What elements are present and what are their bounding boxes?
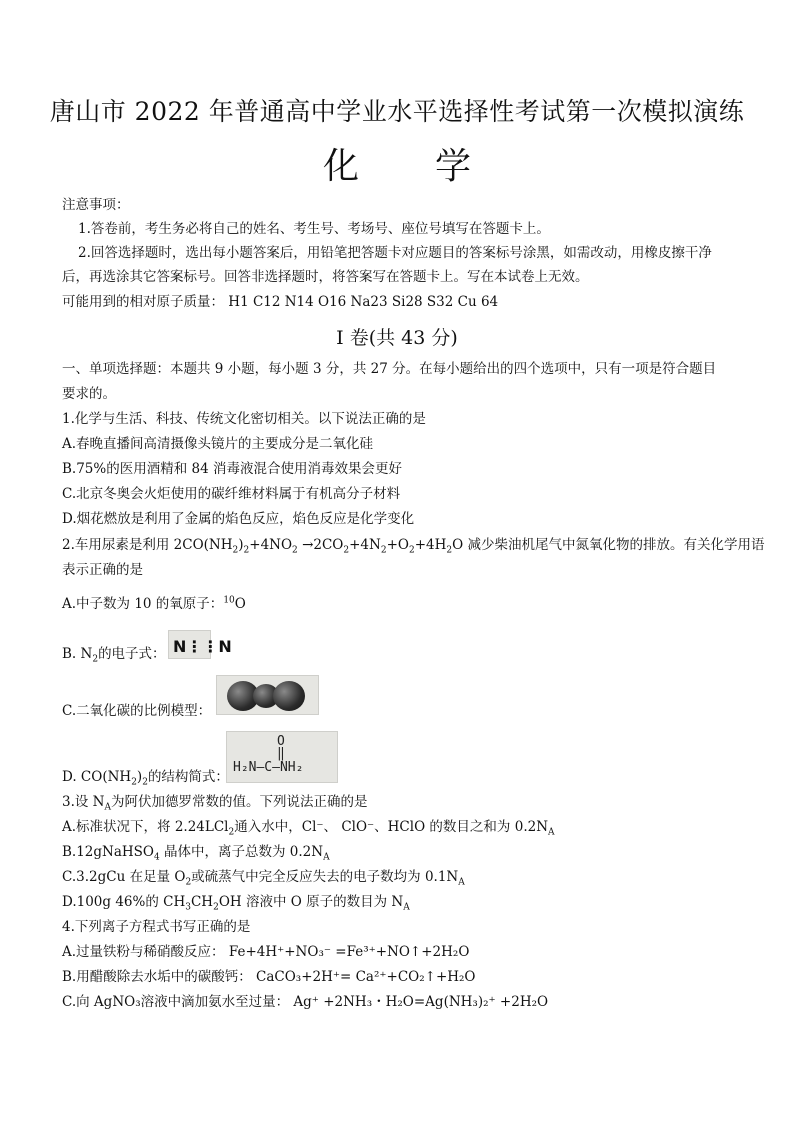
- q3-option-d: D.100g 46%的 $CH_3CH_2OH$ 溶液中 O 原子的数目为 $N_A$: [62, 894, 410, 913]
- q1-option-c: C.北京冬奥会火炬使用的碳纤维材料属于有机高分子材料: [62, 486, 401, 502]
- section-intro-b: 要求的。: [62, 386, 116, 402]
- subject-char-2: 学: [435, 146, 472, 187]
- q4-stem: 4.下列离子方程式书写正确的是: [62, 919, 251, 935]
- q1-stem: 1.化学与生活、科技、传统文化密切相关。以下说法正确的是: [62, 411, 426, 427]
- q4-option-b: B.用醋酸除去水垢中的碳酸钙： CaCO₃+2H⁺= Ca²⁺+CO₂↑+H₂O: [62, 969, 476, 985]
- q2-stem-a: 2.车用尿素是利用 $2CO(NH_2)_2+4NO_2 \to 2CO_2+4N_2+O_2+4H_2O$ 减少柴油机尾气中氮氧化物的排放。有关化学用语: [62, 537, 765, 556]
- q4-option-a: A.过量铁粉与稀硝酸反应： Fe+4H⁺+NO₃⁻ =Fe³⁺+NO↑+2H₂O: [62, 944, 470, 960]
- subject-heading: [0, 138, 794, 189]
- exam-title: 唐山市 2022 年普通高中学业水平选择性考试第一次模拟演练: [49, 97, 745, 126]
- q1-option-a: A.春晚直播间高清摄像头镜片的主要成分是二氧化硅: [62, 436, 374, 452]
- q3-option-c: C.3.2gCu 在足量 $O_2$或硫蒸气中完全反应失去的电子数均为 $0.1N_A$: [62, 869, 465, 888]
- n2-electron-formula: N⋮⋮N: [173, 637, 232, 656]
- urea-double-bond: ‖: [277, 746, 285, 761]
- notes-heading: 注意事项：: [62, 197, 130, 213]
- q3-stem: 3.设 $N_A$为阿伏加德罗常数的值。下列说法正确的是: [62, 794, 368, 813]
- section-intro-a: 一、单项选择题：本题共 9 小题，每小题 3 分，共 27 分。在每小题给出的四个选项中，只有一项是符合题目: [62, 361, 717, 377]
- q1-option-d: D.烟花燃放是利用了金属的焰色反应，焰色反应是化学变化: [62, 511, 415, 527]
- notes-item-1: 1.答卷前，考生务必将自己的姓名、考生号、考场号、座位号填写在答题卡上。: [78, 221, 550, 237]
- q4-option-c: C.向 AgNO₃溶液中滴加氨水至过量： Ag⁺ +2NH₃・H₂O=Ag(NH₃)₂⁺ +2H₂O: [62, 994, 549, 1010]
- q2-option-b: B. $N_2$的电子式：: [62, 646, 166, 665]
- q3-option-b: B.12gNaHSO$_4$ 晶体中，离子总数为 $0.2N_A$: [62, 844, 330, 863]
- urea-formula: H₂N—C—NH₂: [233, 760, 304, 775]
- q1-option-b: B.75%的医用酒精和 84 消毒液混合使用消毒效果会更好: [62, 461, 402, 477]
- notes-item-2a: 2.回答选择题时，选出每小题答案后，用铅笔把答题卡对应题目的答案标号涂黑，如需改动，用橡皮擦干净: [78, 245, 712, 261]
- q2-option-c: C.二氧化碳的比例模型：: [62, 703, 212, 719]
- urea-oxygen: O: [277, 734, 285, 749]
- atomic-mass-line: 可能用到的相对原子质量： H1 C12 N14 O16 Na23 Si28 S32 Cu 64: [62, 294, 499, 310]
- q3-option-a: A.标准状况下，将 2.24LCl$_2$通入水中，Cl⁻、 ClO⁻、HClO 的数目之和为 $0.2N_A$: [62, 819, 555, 838]
- q2-option-a: A.中子数为 10 的氧原子：$^{10}$O: [62, 595, 246, 612]
- q2-option-d: D. $CO(NH_2)_2$的结构简式：: [62, 769, 229, 788]
- q2-stem-b: 表示正确的是: [62, 562, 143, 578]
- section-title: I 卷(共 43 分): [336, 327, 458, 349]
- subject-char-1: 化: [322, 146, 359, 187]
- notes-item-2b: 后，再选涂其它答案标号。回答非选择题时，将答案写在答题卡上。写在本试卷上无效。: [62, 269, 589, 285]
